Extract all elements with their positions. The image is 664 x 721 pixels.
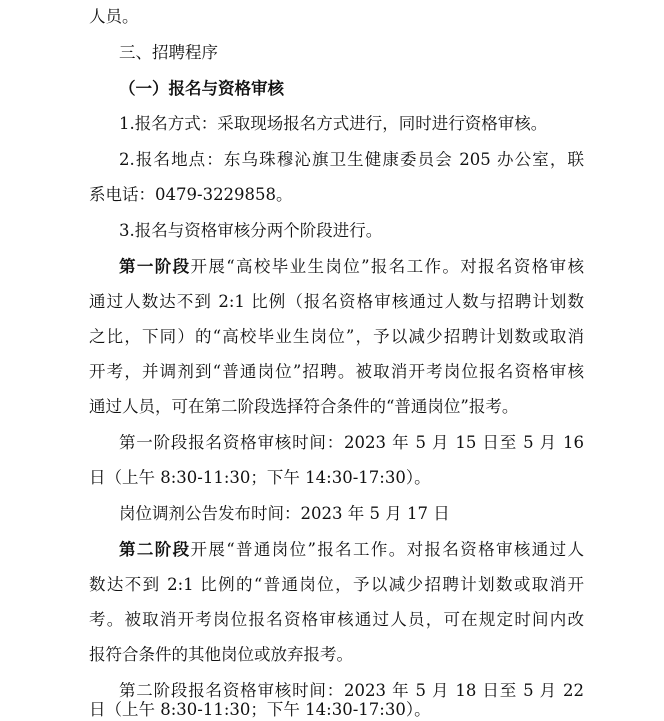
paragraph-line: 考。被取消开考岗位报名资格审核通过人员，可在规定时间内改 [89, 610, 584, 629]
paragraph-line: 数达不到 2:1 比例的“普通岗位，予以减少招聘计划数或取消开 [89, 575, 584, 594]
paragraph-line: 第二阶段开展“普通岗位”报名工作。对报名资格审核通过人 [119, 540, 584, 559]
paragraph-line: 日（上午 8:30-11:30；下午 14:30-17:30）。 [89, 468, 431, 487]
paragraph-line: 系电话：0479-3229858。 [89, 185, 293, 204]
paragraph-line: 开考，并调剂到“普通岗位”招聘。被取消开考岗位报名资格审核 [89, 362, 584, 381]
paragraph-line: 通过人员，可在第二阶段选择符合条件的“普通岗位”报考。 [89, 397, 519, 416]
paragraph-line: 通过人数达不到 2:1 比例（报名资格审核通过人数与招聘计划数 [89, 292, 584, 311]
stage-one-label: 第一阶段 [119, 257, 191, 276]
subsection-heading: （一）报名与资格审核 [119, 79, 284, 98]
paragraph-line: 第二阶段报名资格审核时间：2023 年 5 月 18 日至 5 月 22 [119, 681, 584, 700]
paragraph-line: 1.报名方式：采取现场报名方式进行，同时进行资格审核。 [119, 114, 548, 133]
paragraph-line: 日（上午 8:30-11:30；下午 14:30-17:30）。 [89, 700, 431, 719]
paragraph-line: 3.报名与资格审核分两个阶段进行。 [119, 221, 383, 240]
stage-two-label: 第二阶段 [119, 540, 191, 559]
section-heading: 三、招聘程序 [119, 43, 218, 62]
paragraph-line: 岗位调剂公告发布时间：2023 年 5 月 17 日 [119, 504, 450, 523]
paragraph-line: 第一阶段开展“高校毕业生岗位”报名工作。对报名资格审核 [119, 257, 584, 276]
paragraph-line: 2.报名地点：东乌珠穆沁旗卫生健康委员会 205 办公室，联 [119, 150, 584, 169]
paragraph-line: 之比，下同）的“高校毕业生岗位”，予以减少招聘计划数或取消 [89, 327, 584, 346]
paragraph-line: 报符合条件的其他岗位或放弃报考。 [89, 645, 353, 664]
paragraph-line: 人员。 [89, 7, 139, 26]
paragraph-line: 第一阶段报名资格审核时间：2023 年 5 月 15 日至 5 月 16 [119, 433, 584, 452]
